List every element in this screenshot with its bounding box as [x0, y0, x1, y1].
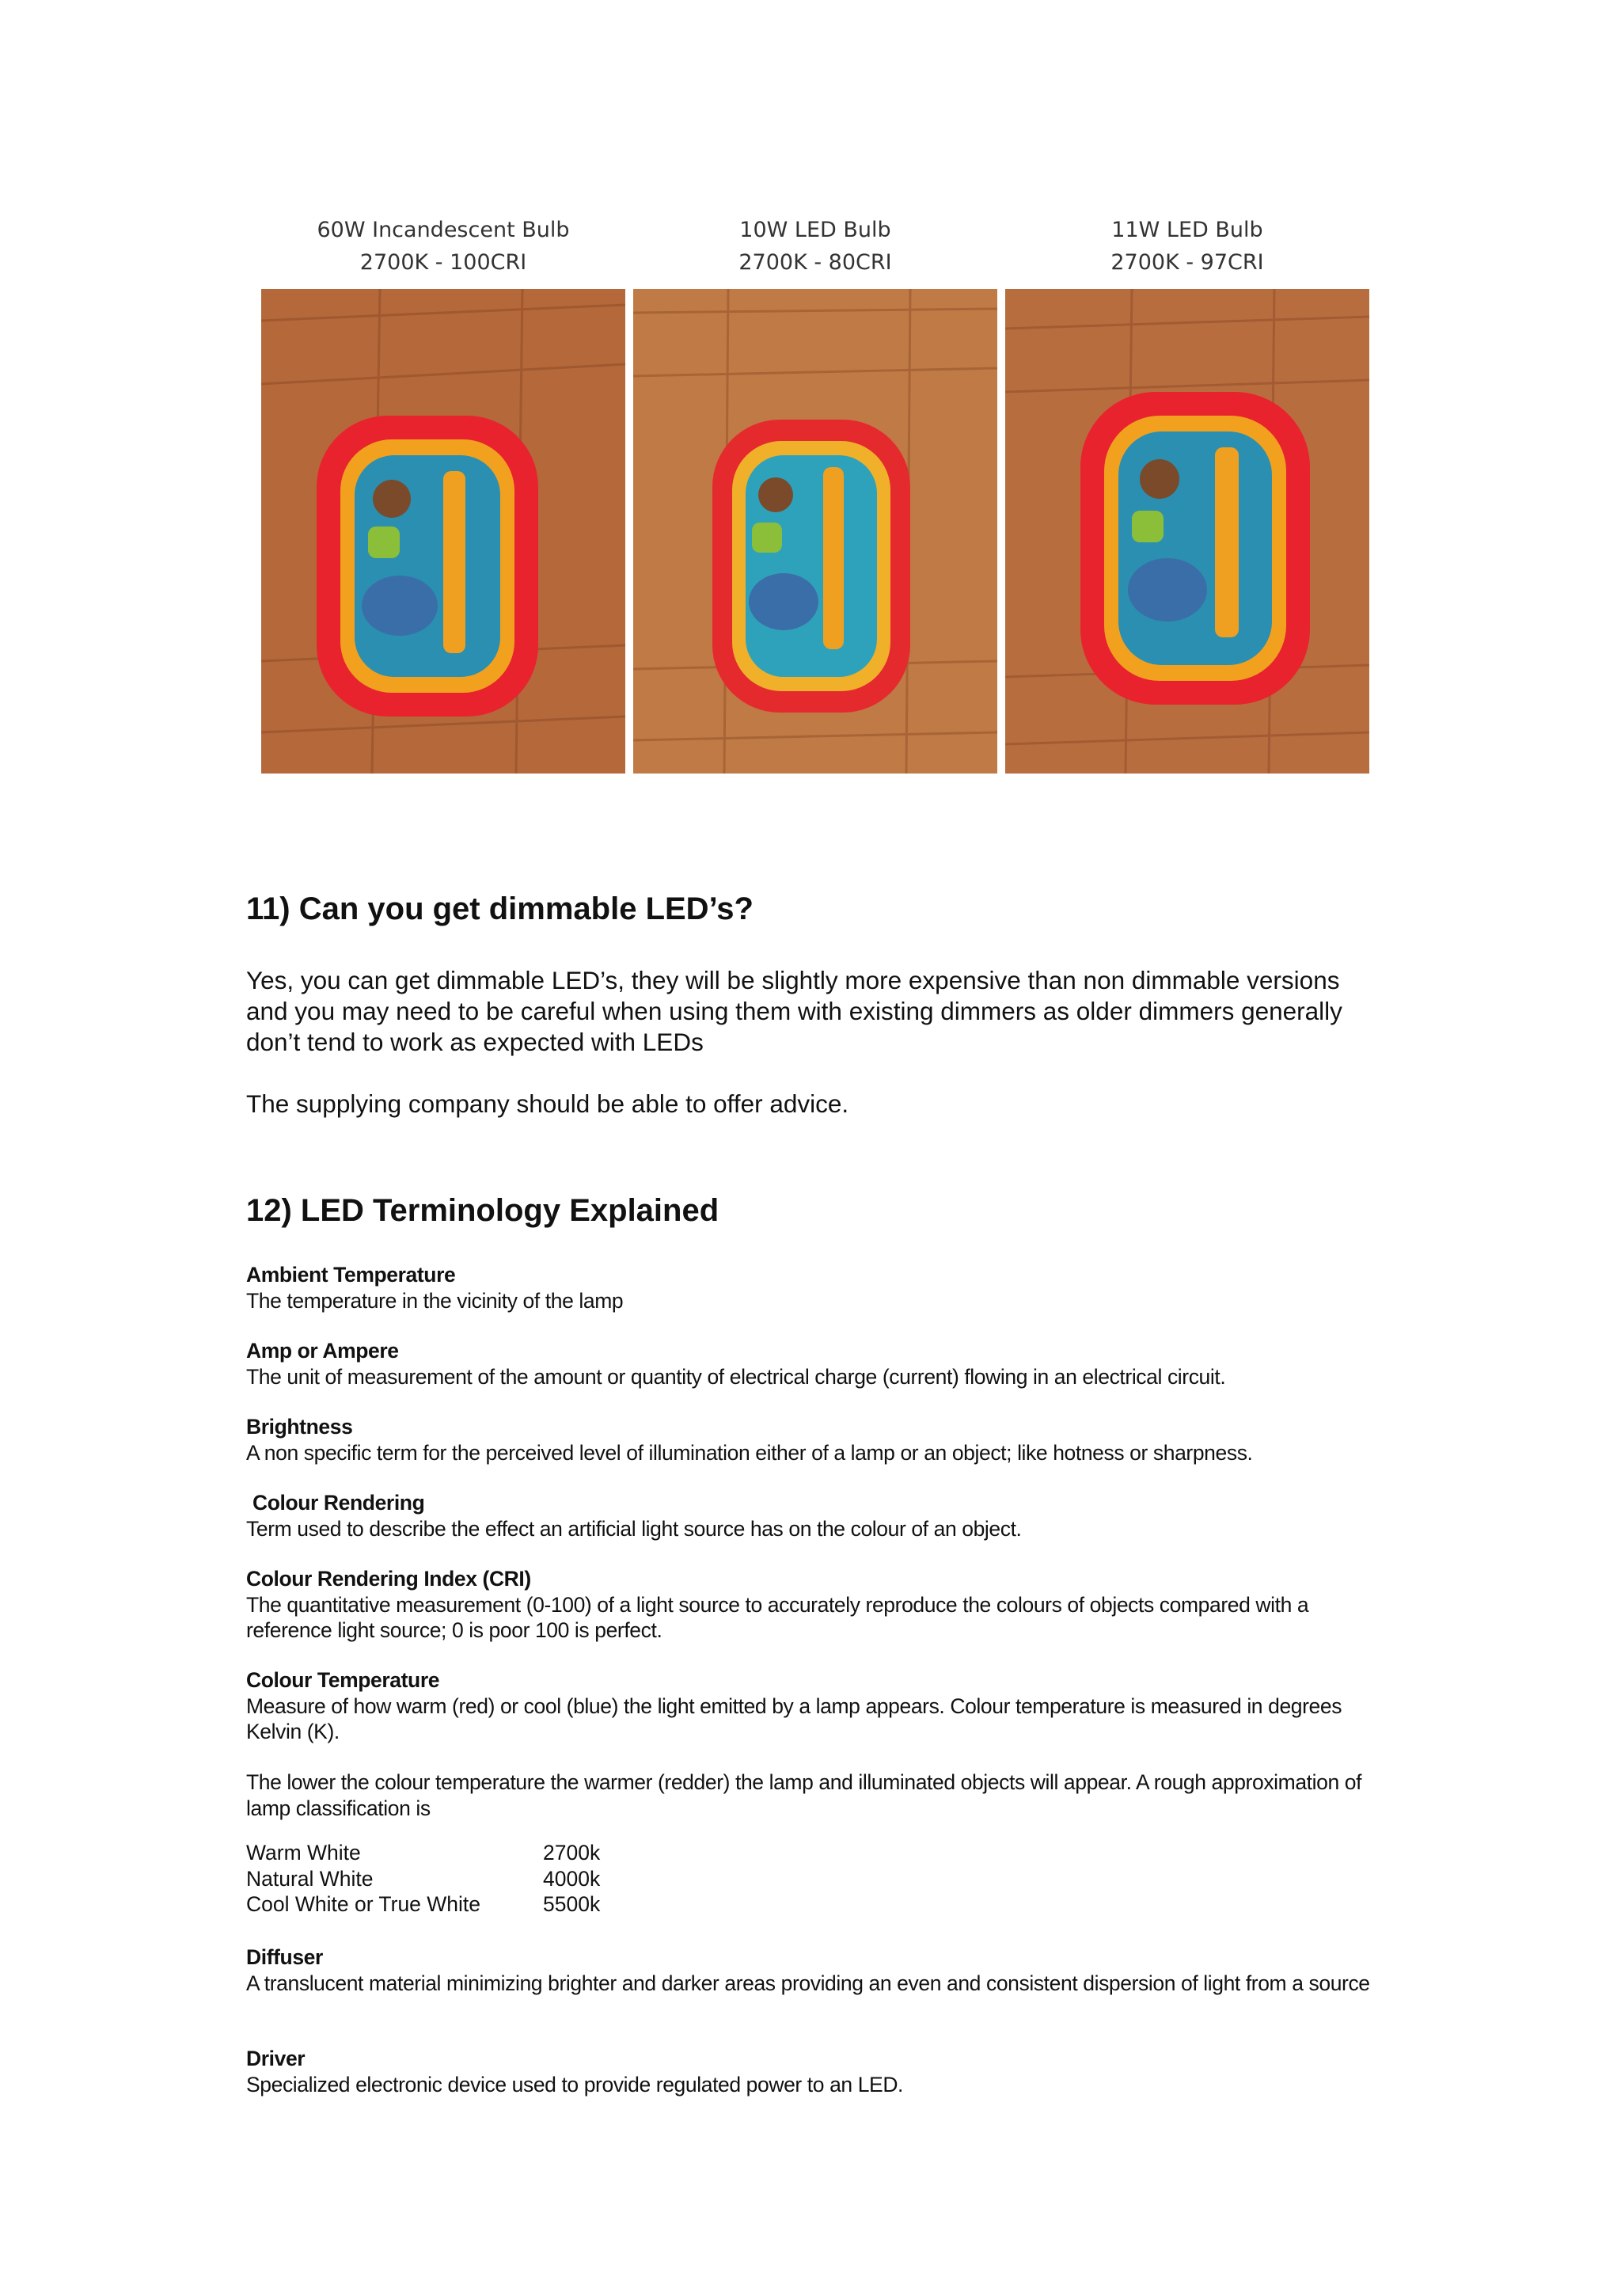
term-definition: Specialized electronic device used to provide regulated power to an LED. [246, 2072, 904, 2096]
photo-rug-incandescent [261, 289, 625, 774]
photo-caption-title: 10W LED Bulb [739, 218, 891, 242]
term-title: Diffuser [246, 1945, 323, 1969]
colour-classification-table [246, 1840, 600, 1918]
term-definition: The unit of measurement of the amount or quantity of electrical charge (current) flowing in an electrical circuit. [246, 1364, 1226, 1389]
term-cri [246, 1566, 1394, 1644]
table-row [246, 1840, 600, 1866]
term-title: Colour Rendering Index (CRI) [246, 1567, 531, 1591]
term-title: Colour Rendering [252, 1491, 425, 1515]
term-title: Colour Temperature [246, 1668, 440, 1692]
term-colour-rendering [246, 1490, 1394, 1541]
photo-caption-spec: 2700K - 80CRI [738, 250, 892, 275]
class-value: 4000k [543, 1866, 601, 1891]
term-title: Brightness [246, 1415, 353, 1439]
term-title: Ambient Temperature [246, 1263, 456, 1287]
photo-caption-spec: 2700K - 100CRI [359, 250, 527, 275]
table-row [246, 1866, 600, 1892]
photo-caption [1005, 214, 1369, 279]
term-definition: The temperature in the vicinity of the lamp [246, 1288, 624, 1313]
table-row [246, 1891, 600, 1918]
photo-caption-title: 60W Incandescent Bulb [317, 218, 570, 242]
term-amp [246, 1338, 1394, 1389]
term-brightness [246, 1414, 1394, 1465]
term-ambient-temperature [246, 1262, 1394, 1313]
photo-caption [633, 214, 997, 279]
photo-caption [261, 214, 625, 279]
term-title: Amp or Ampere [246, 1339, 399, 1363]
class-value: 5500k [543, 1892, 601, 1916]
class-name: Cool White or True White [246, 1892, 481, 1916]
section-11-advice: The supplying company should be able to offer advice. [246, 1089, 849, 1118]
term-diffuser [246, 1944, 1394, 1996]
term-extra: The lower the colour temperature the warmer (redder) the lamp and illuminated objects will appear. A rough approximation of lamp classification is [246, 1770, 1362, 1820]
term-colour-temperature [246, 1667, 1394, 1745]
photo-caption-spec: 2700K - 97CRI [1110, 250, 1264, 275]
class-value: 2700k [543, 1841, 601, 1865]
class-name: Natural White [246, 1866, 374, 1891]
term-definition: The quantitative measurement (0-100) of a light source to accurately reproduce the colours of objects compared with a reference light source; 0 is poor 100 is perfect. [246, 1592, 1309, 1642]
photo-rug-led-11w [1005, 289, 1369, 774]
colour-temperature-note [246, 1770, 1394, 1821]
section-11-paragraph: Yes, you can get dimmable LED’s, they will be slightly more expensive than non dimmable versions and you may need to be careful when using them with existing dimmers as older dimmers generally don’t tend to work as expected with LEDs [246, 966, 1342, 1056]
section-12-heading: 12) LED Terminology Explained [246, 1193, 719, 1228]
photo-caption-title: 11W LED Bulb [1111, 218, 1263, 242]
photo-rug-led-10w [633, 289, 997, 774]
term-definition: A non specific term for the perceived level of illumination either of a lamp or an object; like hotness or sharpness. [246, 1440, 1253, 1465]
term-title: Driver [246, 2047, 306, 2070]
bulb-comparison-photos [261, 214, 1369, 776]
term-definition: A translucent material minimizing brighter and darker areas providing an even and consistent dispersion of light from a source [246, 1971, 1370, 1995]
class-name: Warm White [246, 1841, 361, 1865]
term-definition: Term used to describe the effect an artificial light source has on the colour of an object. [246, 1516, 1022, 1541]
section-11-heading: 11) Can you get dimmable LED’s? [246, 891, 754, 926]
term-driver [246, 2046, 1394, 2097]
term-definition: Measure of how warm (red) or cool (blue) the light emitted by a lamp appears. Colour temperature is measured in degrees Kelvin (K). [246, 1693, 1342, 1743]
